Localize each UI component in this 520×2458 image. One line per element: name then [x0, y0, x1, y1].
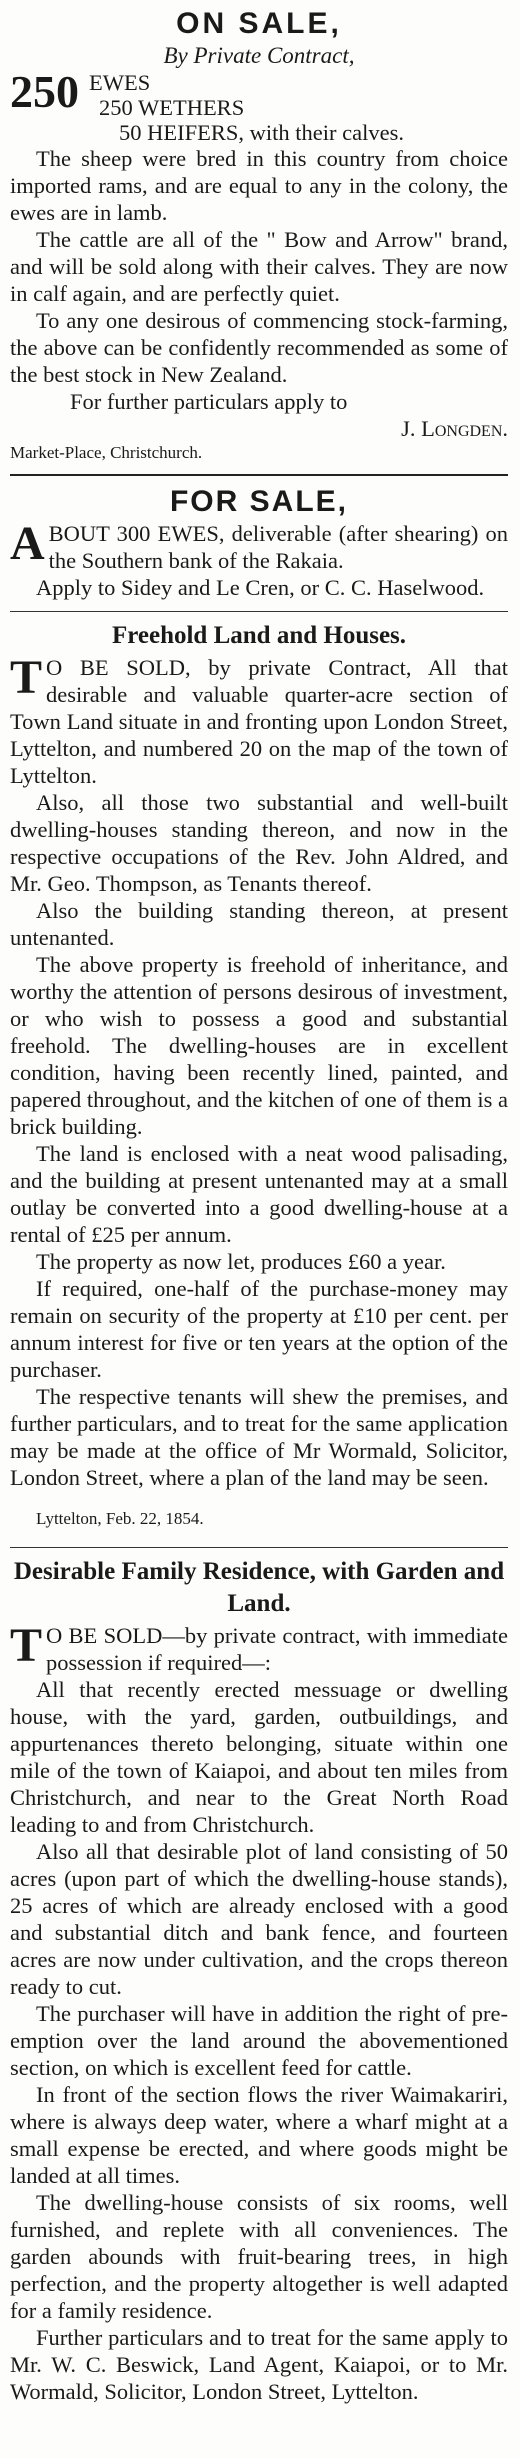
ad4-paragraph: Further particulars and to treat for the same apply to Mr. W. C. Beswick, Land Agent, Kaiapoi, or to Mr. Wormald, Solicitor, London Street, Lyttelton. [10, 2325, 508, 2404]
ad1-signature: J. Longden. [401, 416, 508, 441]
ad1-heading: ON SALE, [176, 7, 342, 40]
ad1-stock-list [10, 66, 508, 145]
ad2-dropcap: A [10, 517, 45, 570]
ad4-heading: Desirable Family Residence, with Garden and Land. [13, 1558, 505, 1617]
ad4-paragraph: The dwelling-house consists of six rooms, well furnished, and replete with all conveniences. The garden abounds with fruit-bearing trees, in high perfection, and the property altogether is well adapted for a family residence. [10, 2190, 508, 2323]
ad3-paragraph: If required, one-half of the purchase-money may remain on security of the property at £10 per cent. per annum interest for five or ten years at the option of the purchaser. [10, 1276, 508, 1382]
column-divider [10, 1547, 508, 1548]
advertisement-column [10, 0, 508, 2405]
ad-family-residence [10, 1556, 508, 2405]
ad3-paragraph: The property as now let, produces £60 a year. [36, 1249, 446, 1274]
ad4-paragraph: Also all that desirable plot of land consisting of 50 acres (upon part of which the dwelling-house stands), 25 acres of which are already enclosed with a good and substantial ditch and bank fence, and fourteen acres are now under cultivation, and the crops thereon ready to cut. [10, 1839, 508, 1999]
ad4-dropcap: T [10, 1619, 43, 1672]
column-divider [10, 611, 508, 612]
ad3-paragraph: Also the building standing thereon, at present untenanted. [10, 898, 508, 950]
ad1-location: Market-Place, Christchurch. [10, 443, 203, 462]
ad3-paragraph: Also, all those two substantial and well-built dwelling-houses standing thereon, and now in the respective occupations of the Rev. John Aldred, and Mr. Geo. Thompson, as Tenants thereof. [10, 790, 508, 896]
ad3-first-paragraph: O BE SOLD, by private Contract, All that desirable and valuable quarter-acre section of Town Land situate in and fronting upon London Street, Lyttelton, and numbered 20 on the map of the town of Lyttelton. [10, 655, 508, 788]
ad4-paragraph: The purchaser will have in addition the right of pre-emption over the land around the abovementioned section, on which is excellent feed for cattle. [10, 2001, 508, 2080]
ad2-first-line: BOUT 300 EWES, deliverable (after shearing) on the Southern bank of the Rakaia. [48, 521, 508, 573]
ad3-dropcap: T [10, 651, 43, 704]
ad3-paragraph: The land is enclosed with a neat wood palisading, and the building at present untenanted may at a small outlay be converted into a good dwelling-house at a rental of £25 per annum. [10, 1141, 508, 1247]
ad3-date: Lyttelton, Feb. 22, 1854. [36, 1509, 204, 1528]
ad1-number: 250 [10, 66, 79, 117]
ad1-item: EWES [89, 70, 151, 95]
ad1-item: 50 HEIFERS, with their calves. [119, 120, 404, 145]
ad1-items [89, 70, 404, 145]
ad4-paragraph: All that recently erected messuage or dwelling house, with the yard, garden, outbuildings, and appurtenances thereto belonging, situate within one mile of the town of Kaiapoi, and about ten miles from Christchurch, and near to the Great North Road leading to and from Christchurch. [10, 1677, 508, 1837]
ad-for-sale [10, 484, 508, 601]
ad-freehold-land [10, 620, 508, 1530]
ad1-item: 250 WETHERS [99, 95, 245, 120]
ad2-apply: Apply to Sidey and Le Cren, or C. C. Haselwood. [36, 575, 485, 600]
ad4-paragraph: In front of the section flows the river Waimakariri, where is always deep water, where a wharf might at a small expense be erected, and where goods might be landed at all times. [10, 2082, 508, 2188]
ad1-paragraph: For further particulars apply to [70, 389, 348, 414]
ad1-subheading: By Private Contract, [163, 43, 355, 68]
ad3-heading: Freehold Land and Houses. [111, 622, 407, 649]
ad-on-sale [10, 6, 508, 464]
ad1-paragraph: The cattle are all of the " Bow and Arrow" brand, and will be sold along with their calves. They are now in calf again, and are perfectly quiet. [10, 227, 508, 306]
ad1-paragraph: The sheep were bred in this country from choice imported rams, and are equal to any in the colony, the ewes are in lamb. [10, 146, 508, 225]
ad1-paragraph: To any one desirous of commencing stock-farming, the above can be confidently recommended as some of the best stock in New Zealand. [10, 308, 508, 387]
ad2-heading: FOR SALE, [169, 485, 348, 518]
ad3-paragraph: The above property is freehold of inheritance, and worthy the attention of persons desirous of investment, or who wish to possess a good and substantial freehold. The dwelling-houses are in excellent condition, having been recently lined, painted, and papered throughout, and the kitchen of one of them is a brick building. [10, 952, 508, 1139]
ad3-paragraph: The respective tenants will shew the premises, and further particulars, and to treat for the same application may be made at the office of Mr Wormald, Solicitor, London Street, where a plan of the land may be seen. [10, 1384, 508, 1490]
ad4-first-paragraph: O BE SOLD—by private contract, with immediate possession if required—: [46, 1623, 508, 1675]
column-divider [10, 474, 508, 476]
